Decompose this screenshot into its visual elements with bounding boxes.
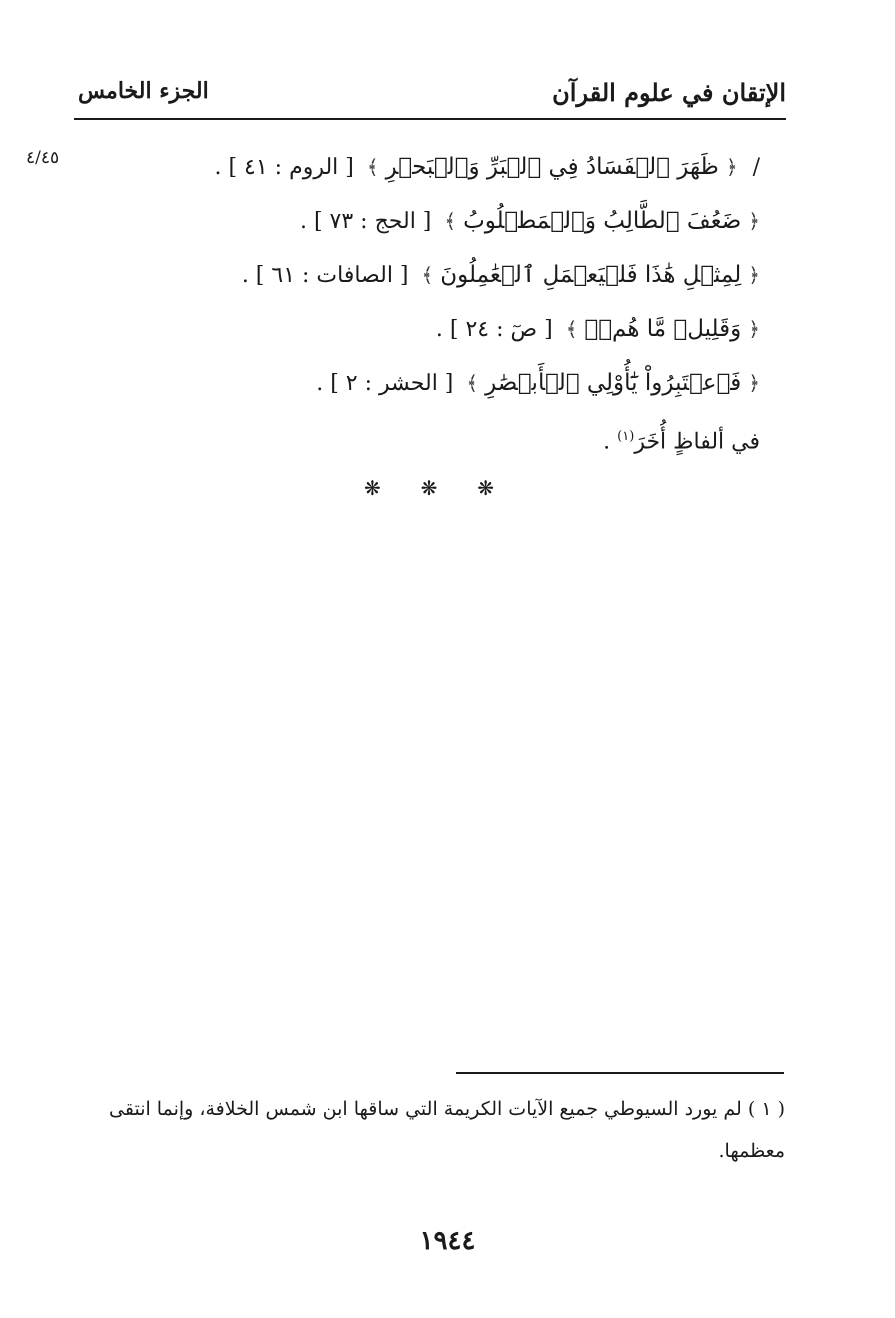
ornate-bracket-close: ﴾ [444,209,457,233]
verse-line [214,140,760,194]
section-separator [364,476,494,500]
main-text [214,140,760,464]
quran-verse: ظَهَرَ ٱلۡفَسَادُ فِي ٱلۡبَرِّ وَٱلۡبَحۡرِ [385,154,719,180]
quran-verse: فَٱعۡتَبِرُواْ يَٰٓأُوْلِي ٱلۡأَبۡصَٰرِ [485,370,742,396]
closing-end: . [603,429,618,455]
book-title: الإتقان في علوم القرآن [552,78,786,107]
closing-text: في ألفاظٍ أُخَرَ [634,429,760,455]
verse-line [240,356,760,410]
ornate-bracket-close: ﴾ [565,317,578,341]
ornate-bracket-open: ﴿ [748,317,760,341]
margin-reference: ٤/٤٥ [26,148,60,168]
quran-verse: ضَعُفَ ٱلطَّالِبُ وَٱلۡمَطۡلُوبُ [463,208,742,234]
verse-reference: [ الحشر : ٢ ] . [316,371,454,396]
verse-line [240,194,760,248]
ornate-bracket-open: ﴿ [748,263,760,287]
page-number: ١٩٤٤ [419,1226,476,1256]
quran-verse: وَقَلِيلٞ مَّا هُمۡۗ [584,316,742,342]
ornate-bracket-close: ﴾ [366,155,379,179]
closing-line [240,410,760,464]
verse-reference: [ الروم : ٤١ ] . [214,155,354,180]
asterisk-ornament: ❋ [364,476,381,500]
ornate-bracket-close: ﴾ [466,371,479,395]
verse-line [240,248,760,302]
asterisk-ornament: ❋ [420,476,438,500]
ornate-bracket-open: ﴿ [748,371,760,395]
part-title: الجزء الخامس [78,78,209,104]
ornate-bracket-open: ﴿ [725,155,738,179]
quran-verse: لِمِثۡلِ هَٰذَا فَلۡيَعۡمَلِ ٱلۡعَٰمِلُونَ [440,262,742,288]
verse-reference: [ الصافات : ٦١ ] . [241,263,409,288]
footnote-divider [456,1072,784,1074]
ornate-bracket-open: ﴿ [748,209,760,233]
ornate-bracket-close: ﴾ [421,263,434,287]
footnote-marker: (١) [617,429,635,444]
verse-line [240,302,760,356]
footnote [73,1088,785,1172]
page-break-mark: / [752,155,760,180]
verse-reference: [ صٓ : ٢٤ ] . [435,317,553,342]
verse-reference: [ الحج : ٧٣ ] . [299,209,432,234]
page-header [74,72,786,120]
footnote-text: لم يورد السيوطي جميع الآيات الكريمة التي ساقها ابن شمس الخلافة، وإنما انتقى معظمها. [109,1098,785,1162]
footnote-number: ( ١ ) [747,1098,785,1120]
asterisk-ornament: ❋ [477,476,494,500]
